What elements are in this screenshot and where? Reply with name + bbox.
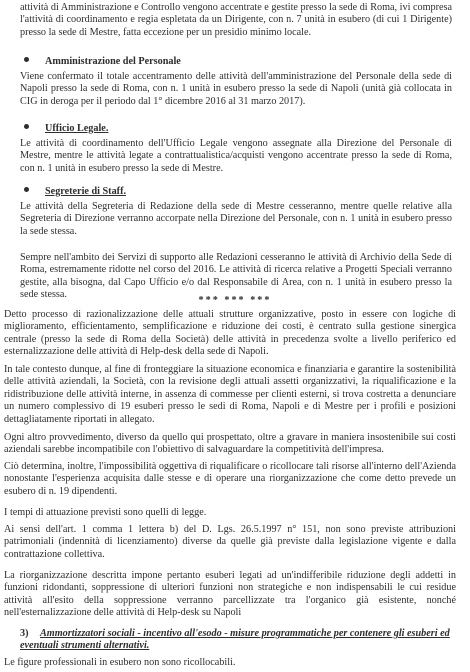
bullet-icon	[24, 187, 29, 192]
section-number: 3)	[20, 628, 29, 639]
bullet-icon	[24, 124, 29, 129]
heading-amministrazione-personale: Amministrazione del Personale	[24, 56, 181, 68]
paragraph-staff: Le attività della Segreteria di Redazione della sede di Mestre cesseranno, mentre quelle relative alla Segreteria di Direzione verranno accorpate nella Direzione del Personale, con n. 1 unità in esubero presso la sede stessa.	[20, 201, 452, 237]
separator: *** *** ***	[198, 295, 272, 306]
paragraph-legale: Le attività di coordinamento dell'Ufficio Legale vengono assegnate alla Direzione del Personale di Mestre, mentre le attività legate a contrattualistica/acquisti vengono accentrate presso la sede di Roma, con n. 1 unità in esubero presso la sede di Mestre.	[20, 138, 452, 174]
paragraph-final: Le figure professionali in esubero non sono ricollocabili.	[4, 657, 236, 668]
paragraph-determina: Ciò determina, inoltre, l'impossibilità oggettiva di riqualificare o ricollocare tali risorse all'interno dell'Azienda nonostante l'esperienza acquisita dalle stesse e di operare una riorganizzazione che come detto prevede un esubero di n. 19 dipendenti.	[4, 461, 456, 497]
section-3-heading	[20, 628, 460, 653]
paragraph-provvedimento: Ogni altro provvedimento, diverso da quello qui prospettato, oltre a gravare in maniera insostenibile sui costi aziendali sarebbe incompatibile con l'obiettivo di salvaguardare la competitività dell'impresa.	[4, 432, 456, 456]
paragraph-processo: Detto processo di razionalizzazione delle attuali strutture organizzative, posto in essere con logiche di miglioramento, efficientamento, semplificazione e riduzione dei costi, è centrato sulla gestione sinergica centrale (presso la sede di Roma della Società) delle attività in precedenza svolte a livello periferico ed esternalizzazione delle attività di Help-desk della sede di Napoli.	[4, 309, 456, 358]
bullet-icon	[24, 57, 29, 62]
section-title: Ammortizzatori sociali - incentivo all'esodo - misure programmatiche per contenere gli esuberi ed eventuali strumenti alternativi.	[20, 628, 450, 652]
heading-segreterie-staff: Segreterie di Staff.	[24, 186, 126, 198]
paragraph-riorganizzazione: La riorganizzazione descritta impone pertanto esuberi legati ad un'indifferibile riduzione degli addetti in funzioni ridondanti, soppressione di ulteriori funzioni non strategiche e non indispensabili le cui residue attività all'esito della soppressione verranno parcellizzate tra l'organico già esistente, nonché nell'esternalizzazione delle attività di Help-desk su Napoli	[4, 570, 456, 619]
paragraph-contesto: In tale contesto dunque, al fine di fronteggiare la situazione economica e finanziaria e garantire la sostenibilità delle attività aziendali, la Società, con la revisione degli attuali assetti organizzativi, la riqualificazione e la ridistribuzione delle attività interne, in assenza di commesse per clienti esterni, si trova costretta a denunciare un numero complessivo di 19 esuberi presso le sedi di Roma, Napoli e di Mestre per i profili e posizioni dettagliatamente riportati in allegato.	[4, 364, 456, 425]
paragraph-sensi: Ai sensi dell'art. 1 comma 1 lettera b) del D. Lgs. 26.5.1997 n° 151, non sono previste attribuzioni patrimoniali (indennità di licenziamento) diverse da quelle già previste dalla legislazione vigente e dalla contrattazione collettiva.	[4, 524, 456, 560]
paragraph-amministrazione-controllo: attività di Amministrazione e Controllo vengono accentrate e gestite presso la sede di Roma, ivi compresa l'attività di coordinamento e regia espletata da un Dirigente, con n. 7 unità in esubero (di cui 1 Dirigente) presso la sede di Mestre, fatta eccezione per un presidio minimo locale.	[20, 2, 452, 38]
paragraph-personale: Viene confermato il totale accentramento delle attività dell'amministrazione del Personale della sede di Napoli presso la sede di Roma, con n. 1 unità in esubero presso la sede di Napoli (unità già collocata in CIG in deroga per il periodo dal 1° dicembre 2016 al 31 marzo 2017).	[20, 71, 452, 107]
paragraph-tempi: I tempi di attuazione previsti sono quelli di legge.	[4, 507, 207, 518]
paragraph-servizi-supporto: Sempre nell'ambito dei Servizi di supporto alle Redazioni cesseranno le attività di Archivio della Sede di Roma, estremamente ridotte nel corso del 2016. Le attività di ricerca relative a Progetti Speciali verranno gestite, alla bisogna, dal Capo Ufficio e/o dal Responsabile di Area, con n. 1 unità in esubero presso la sede stessa.	[20, 252, 452, 301]
heading-ufficio-legale: Ufficio Legale.	[24, 123, 108, 135]
